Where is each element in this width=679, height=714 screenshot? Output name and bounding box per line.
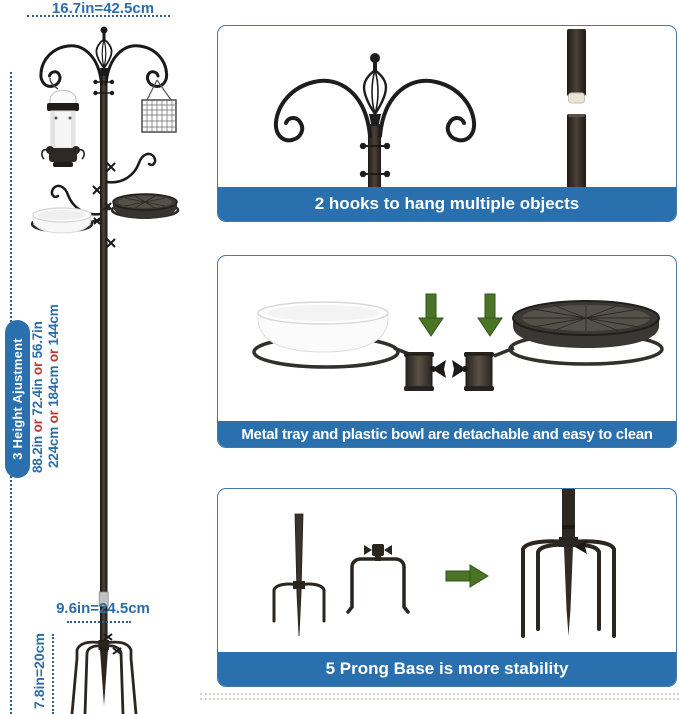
bowl-tray-illustration: [218, 256, 674, 423]
u-bracket-part: [348, 544, 408, 612]
base-height-dotted-line: [52, 634, 54, 714]
right-arrow-icon: [446, 565, 488, 587]
pole-clamp-right: [452, 352, 494, 391]
top-width-dotted-line: [27, 15, 170, 17]
panel-caption: 2 hooks to hang multiple objects: [314, 194, 580, 213]
panel-caption-banner: [218, 187, 676, 221]
prong-base-illustration: [218, 489, 674, 654]
double-hook-illustration: [218, 26, 674, 189]
decorative-dashed-line: [200, 698, 679, 700]
panel-caption: Metal tray and plastic bowl are detachable and easy to clean: [241, 425, 653, 443]
plastic-bowl: [32, 208, 100, 233]
feature-panel-hooks: [217, 25, 677, 222]
pole-clamp-left: [404, 352, 446, 391]
panel-caption-banner: [218, 652, 676, 686]
height-adjust-badge: 3 Height Ajustment: [5, 320, 30, 478]
feature-panel-base: [217, 488, 677, 687]
feature-panel-tray-bowl: [217, 255, 677, 448]
height-cm-label: 224cm or 184cm or 144cm: [46, 304, 61, 468]
base-width-label: 9.6in=24.5cm: [56, 600, 150, 617]
detachable-bowl: [254, 302, 414, 367]
metal-tray: [100, 194, 178, 219]
down-arrow-icon: [419, 294, 443, 336]
spike-part: [274, 514, 324, 636]
pole-segments: [567, 29, 586, 189]
detachable-tray: [494, 301, 662, 364]
five-prong-base: [72, 634, 136, 714]
tube-feeder: [42, 78, 84, 167]
decorative-dashed-line: [200, 693, 679, 695]
panel-caption: 5 Prong Base is more stability: [325, 659, 569, 678]
base-width-dotted-line: [67, 621, 131, 623]
panel-caption-banner: [218, 421, 676, 447]
main-pole: [100, 72, 108, 640]
top-width-label: 16.7in=42.5cm: [51, 0, 155, 17]
base-height-label: 7.8in=20cm: [31, 633, 47, 709]
assembled-base: [523, 489, 614, 636]
down-arrow-icon: [478, 294, 502, 336]
height-inches-label: 88.2in or 72.4in or 56.7in: [30, 321, 45, 473]
